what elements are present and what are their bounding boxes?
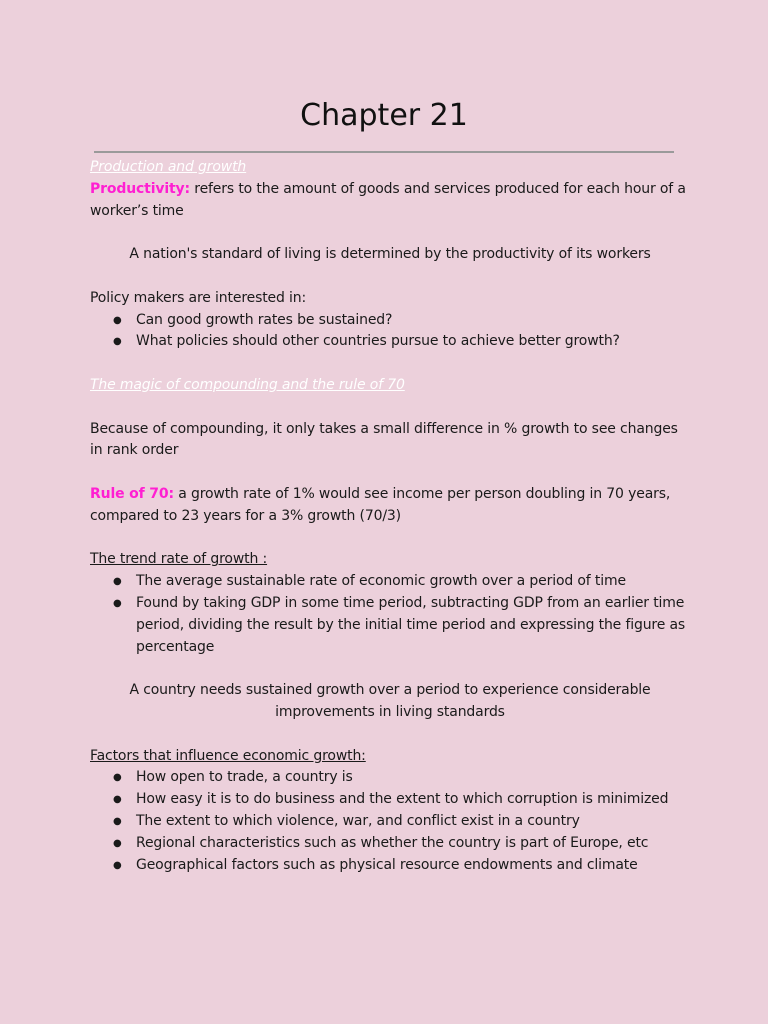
trend-list — [90, 571, 690, 658]
list-item: ● How easy it is to do business and the extent to which corruption is minimized — [90, 789, 690, 811]
rule-of-70-definition — [90, 484, 690, 528]
trend-heading: The trend rate of growth : — [90, 551, 268, 568]
policy-intro: Policy makers are interested in: — [90, 289, 307, 306]
list-item: ● Geographical factors such as physical resource endowments and climate — [90, 855, 690, 877]
standard-of-living-statement: A nation's standard of living is determined by the productivity of its workers — [129, 246, 651, 263]
productivity-term: Productivity: — [90, 180, 190, 197]
rule-of-70-text: a growth rate of 1% would see income per person doubling in 70 years, compared to 23 years for a 3% growth (70/3) — [90, 485, 671, 524]
list-item: ● Regional characteristics such as whether the country is part of Europe, etc — [90, 833, 690, 855]
factors-list — [90, 767, 690, 876]
list-item: ● Found by taking GDP in some time period, subtracting GDP from an earlier time period, dividing the result by the initial time period and expressing the figure as percentage — [90, 593, 690, 658]
productivity-text: refers to the amount of goods and services produced for each hour of a worker’s time — [90, 180, 686, 219]
list-item: ● The average sustainable rate of economic growth over a period of time — [90, 571, 690, 593]
factors-heading: Factors that influence economic growth: — [90, 747, 366, 764]
rule-of-70-term: Rule of 70: — [90, 485, 174, 502]
sustained-growth-statement: A country needs sustained growth over a period to experience considerable improvements in living standards — [129, 682, 651, 720]
title-divider — [94, 151, 674, 153]
list-item: ● How open to trade, a country is — [90, 767, 690, 789]
section-heading-compounding: The magic of compounding and the rule of 70 — [90, 376, 405, 393]
policy-list — [90, 310, 690, 354]
list-item: ● What policies should other countries pursue to achieve better growth? — [90, 331, 690, 353]
document-body — [90, 157, 690, 876]
section-heading-production: Production and growth — [90, 159, 247, 175]
compounding-paragraph: Because of compounding, it only takes a small difference in % growth to see changes in rank order — [90, 420, 678, 459]
list-item: ● The extent to which violence, war, and conflict exist in a country — [90, 811, 690, 833]
page-title: Chapter 21 — [300, 98, 468, 133]
productivity-definition — [90, 179, 690, 223]
list-item: ● Can good growth rates be sustained? — [90, 310, 690, 332]
